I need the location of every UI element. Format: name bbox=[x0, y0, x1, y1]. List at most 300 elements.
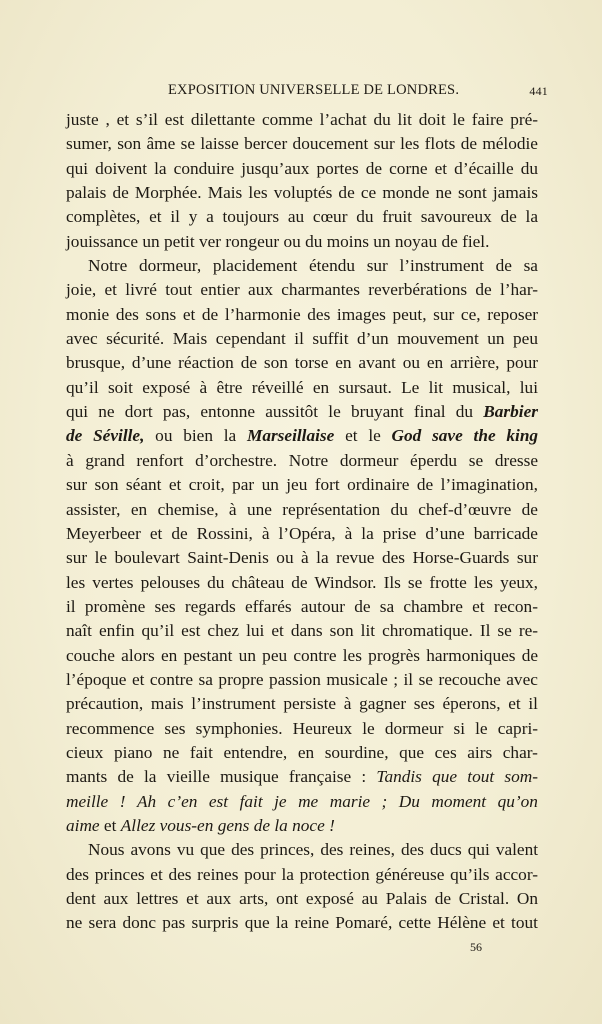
word: Cristal. bbox=[458, 889, 510, 908]
word: de bbox=[66, 426, 83, 446]
word: cette bbox=[398, 913, 432, 933]
word: sur bbox=[66, 548, 88, 568]
text-line bbox=[66, 571, 538, 595]
word: se bbox=[407, 572, 423, 592]
word: un bbox=[261, 475, 279, 495]
word: et bbox=[131, 669, 145, 689]
word: savoureux bbox=[420, 207, 492, 227]
word: Palais bbox=[385, 889, 427, 908]
word: charmantes bbox=[281, 280, 360, 300]
word: re- bbox=[518, 621, 539, 641]
word: contre bbox=[293, 645, 337, 665]
word: qui bbox=[66, 158, 89, 178]
word: complètes, bbox=[66, 207, 141, 227]
word: il bbox=[294, 329, 304, 349]
word: comme bbox=[261, 110, 313, 129]
word: bercer bbox=[244, 134, 288, 154]
word: mais bbox=[150, 694, 184, 714]
word: chromatique. bbox=[382, 621, 473, 641]
word: à bbox=[344, 523, 353, 543]
word: de bbox=[495, 256, 512, 276]
word: je bbox=[274, 791, 287, 811]
word: à bbox=[228, 499, 237, 519]
text-line bbox=[66, 838, 538, 862]
word: noce bbox=[292, 815, 325, 835]
word: est bbox=[164, 110, 184, 129]
word: l’harmonie bbox=[224, 304, 301, 324]
word: jouissance bbox=[66, 231, 138, 251]
word: Barbier bbox=[483, 402, 538, 422]
word: est bbox=[208, 791, 229, 811]
word: brusque, bbox=[66, 353, 126, 373]
word: de bbox=[240, 353, 257, 373]
word: son bbox=[263, 353, 288, 373]
word: chemise, bbox=[157, 499, 219, 519]
word: enfin bbox=[98, 621, 135, 641]
text-line bbox=[66, 449, 538, 473]
word: à bbox=[199, 377, 208, 397]
word: save bbox=[432, 426, 463, 446]
word: effarés bbox=[244, 596, 292, 616]
word: dormeur, bbox=[139, 256, 202, 276]
word: que bbox=[432, 767, 458, 787]
word: bien bbox=[183, 426, 213, 446]
word: une bbox=[246, 499, 272, 519]
word: du bbox=[207, 572, 225, 592]
word: barricade bbox=[473, 523, 538, 543]
text-line bbox=[66, 498, 538, 522]
word: des bbox=[400, 840, 425, 860]
word: Rossini, bbox=[196, 523, 253, 543]
word: séant bbox=[125, 475, 162, 495]
word: propre bbox=[218, 669, 264, 689]
word: des bbox=[231, 840, 255, 860]
word: Mais bbox=[172, 329, 208, 349]
word: pas bbox=[162, 913, 186, 933]
text-line bbox=[66, 351, 538, 375]
word: c’en bbox=[167, 791, 198, 811]
word: la bbox=[154, 158, 167, 178]
text-line bbox=[66, 717, 538, 741]
word: ne bbox=[66, 913, 83, 933]
word: placidement bbox=[212, 256, 298, 276]
word: sursaut. bbox=[338, 377, 392, 397]
word: croit, bbox=[188, 475, 225, 495]
word: dresse bbox=[494, 450, 539, 470]
word: petit bbox=[163, 231, 195, 251]
word: alors bbox=[121, 645, 155, 665]
word: assister, bbox=[66, 499, 121, 519]
word: avec bbox=[506, 669, 538, 689]
word: revue bbox=[336, 548, 375, 568]
word: sur bbox=[433, 304, 455, 324]
word: la bbox=[274, 815, 288, 835]
body-text bbox=[66, 108, 538, 936]
word: qui bbox=[467, 840, 490, 860]
word: cieux bbox=[66, 742, 104, 762]
word: du bbox=[305, 231, 323, 251]
text-line bbox=[66, 205, 538, 229]
word: qu’il bbox=[66, 377, 99, 397]
word: l’har- bbox=[499, 280, 538, 300]
word: être bbox=[216, 377, 243, 397]
word: regards bbox=[184, 596, 236, 616]
text-line bbox=[66, 278, 538, 302]
word: représentation bbox=[282, 499, 381, 519]
word: Séville, bbox=[93, 426, 145, 446]
word: entendre, bbox=[223, 742, 288, 762]
word: par bbox=[232, 475, 255, 495]
word: the bbox=[473, 426, 496, 446]
word: d’un bbox=[357, 329, 389, 349]
word: sur bbox=[366, 256, 388, 276]
word: le bbox=[475, 718, 488, 738]
word: ver bbox=[198, 231, 222, 251]
word: du bbox=[373, 110, 391, 129]
word: entier bbox=[200, 280, 240, 300]
word: God bbox=[391, 426, 422, 446]
text-line bbox=[66, 303, 538, 327]
word: suffit bbox=[312, 329, 349, 349]
word: un bbox=[238, 645, 256, 665]
word: musicale bbox=[326, 669, 388, 689]
word: et bbox=[182, 304, 196, 324]
word: qui bbox=[66, 402, 89, 422]
word: de bbox=[365, 158, 383, 178]
word: des bbox=[115, 304, 139, 324]
word: reines, bbox=[349, 840, 395, 860]
word: contre bbox=[149, 669, 194, 689]
word: voluptés bbox=[273, 183, 333, 203]
word: des bbox=[307, 304, 331, 324]
word: portes bbox=[316, 158, 359, 178]
word: de bbox=[171, 523, 188, 543]
text-line bbox=[66, 887, 538, 911]
word: et bbox=[149, 523, 163, 543]
word: Ils bbox=[383, 572, 401, 592]
word: d’écaille bbox=[454, 158, 514, 178]
word: Allez bbox=[120, 815, 156, 835]
word: du bbox=[520, 158, 539, 178]
word: sera bbox=[88, 913, 117, 933]
word: de bbox=[475, 280, 492, 300]
word: la bbox=[525, 207, 538, 227]
word: flots bbox=[424, 134, 456, 154]
word: Il bbox=[479, 621, 491, 641]
word: la bbox=[316, 548, 329, 568]
word: vieille bbox=[166, 767, 210, 787]
word: grand bbox=[85, 450, 125, 470]
word: Pomaré, bbox=[335, 913, 393, 933]
word: éperons, bbox=[442, 694, 501, 714]
word: et bbox=[345, 426, 358, 446]
word: et bbox=[271, 621, 284, 641]
word: la bbox=[281, 864, 294, 884]
word: du bbox=[356, 207, 374, 227]
word: du bbox=[455, 402, 474, 422]
text-line bbox=[66, 230, 538, 254]
word: prise bbox=[382, 523, 417, 543]
word: jeu bbox=[286, 475, 308, 495]
word: airs bbox=[467, 742, 493, 762]
word: dort bbox=[124, 402, 153, 422]
word: lui bbox=[246, 621, 265, 641]
text-line bbox=[66, 522, 538, 546]
word: et bbox=[472, 596, 485, 616]
word: réaction bbox=[178, 353, 234, 373]
word: fait bbox=[189, 742, 213, 762]
word: final bbox=[413, 402, 446, 422]
word: Saint-Denis bbox=[187, 548, 269, 568]
word: sécurité. bbox=[106, 329, 165, 349]
word: meille bbox=[66, 791, 109, 811]
word: char- bbox=[502, 742, 538, 762]
word: au bbox=[361, 889, 378, 908]
word: aux bbox=[248, 280, 273, 300]
word: moment bbox=[431, 791, 487, 811]
word: jusqu’aux bbox=[241, 158, 310, 178]
word: monde bbox=[382, 183, 430, 203]
text-line bbox=[66, 424, 538, 448]
text-line bbox=[66, 181, 538, 205]
text-line bbox=[66, 765, 538, 789]
word: du bbox=[390, 499, 408, 519]
word: l’imagination, bbox=[440, 475, 538, 495]
word: à bbox=[66, 450, 74, 470]
word: de bbox=[434, 889, 452, 908]
word: palais bbox=[66, 183, 107, 203]
word: valent bbox=[495, 840, 539, 860]
word: âme bbox=[146, 134, 176, 154]
word: éperdu bbox=[410, 450, 458, 470]
word: rongeur bbox=[225, 231, 280, 251]
word: Notre bbox=[88, 256, 128, 276]
text-line bbox=[66, 546, 538, 570]
word: ou bbox=[283, 231, 301, 251]
text-line bbox=[66, 254, 538, 278]
word: se bbox=[180, 134, 196, 154]
word: en bbox=[297, 742, 315, 762]
word: images bbox=[336, 304, 386, 324]
word: juste bbox=[66, 110, 99, 129]
word: lui bbox=[519, 377, 538, 397]
word: à bbox=[343, 694, 352, 714]
word: ces bbox=[434, 742, 457, 762]
word: conduire bbox=[173, 158, 235, 178]
word: avons bbox=[130, 840, 171, 860]
word: à bbox=[301, 548, 309, 568]
word: doivent bbox=[95, 158, 148, 178]
word: boulevart bbox=[114, 548, 180, 568]
word: gagner bbox=[359, 694, 407, 714]
word: faire bbox=[471, 110, 504, 129]
text-line bbox=[66, 863, 538, 887]
word: et bbox=[434, 158, 448, 178]
word: renfort bbox=[136, 450, 184, 470]
word: et bbox=[116, 110, 130, 129]
word: et bbox=[168, 475, 182, 495]
word: me bbox=[298, 791, 319, 811]
word: mélodie bbox=[482, 134, 538, 154]
word: un bbox=[487, 329, 505, 349]
word: , bbox=[105, 110, 110, 129]
text-line bbox=[66, 157, 538, 181]
word: Morphée. bbox=[134, 183, 202, 203]
word: et bbox=[508, 694, 521, 714]
word: peu bbox=[513, 329, 538, 349]
word: ou bbox=[155, 426, 173, 446]
word: en bbox=[335, 353, 352, 373]
word: mants bbox=[66, 767, 108, 787]
running-header bbox=[168, 82, 548, 104]
word: ou bbox=[402, 353, 421, 373]
word: avant bbox=[358, 353, 396, 373]
word: de bbox=[521, 499, 538, 519]
word: harmoniques bbox=[426, 645, 516, 665]
word: de bbox=[117, 767, 134, 787]
word: autour bbox=[300, 596, 346, 616]
word: aime bbox=[66, 815, 100, 835]
word: frotte bbox=[429, 572, 467, 592]
word: de bbox=[460, 134, 477, 154]
word: pour bbox=[506, 353, 539, 373]
word: recouche bbox=[438, 669, 501, 689]
word: moins bbox=[326, 231, 369, 251]
word: la bbox=[361, 523, 374, 543]
word: et bbox=[150, 864, 163, 884]
word: king bbox=[506, 426, 539, 446]
word: un bbox=[373, 231, 391, 251]
word: les bbox=[248, 183, 268, 203]
word: y bbox=[188, 207, 198, 227]
word: ne bbox=[98, 402, 115, 422]
word: de bbox=[338, 183, 355, 203]
word: l’instrument bbox=[399, 256, 484, 276]
word: qu’ils bbox=[450, 864, 490, 884]
word: livré bbox=[125, 280, 157, 300]
word: Meyerbeer bbox=[66, 523, 141, 543]
word: surpris bbox=[191, 913, 239, 933]
page-number: 441 bbox=[529, 84, 548, 98]
word: de bbox=[521, 645, 539, 665]
word: sur bbox=[66, 475, 88, 495]
word: reverbérations bbox=[368, 280, 468, 300]
word: le bbox=[368, 426, 381, 446]
word: il bbox=[170, 207, 180, 227]
word: au bbox=[287, 207, 305, 227]
word: entonne bbox=[200, 402, 256, 422]
word: peu bbox=[262, 645, 288, 665]
word: de bbox=[441, 231, 458, 251]
word: la bbox=[223, 426, 237, 446]
word: reine bbox=[294, 913, 330, 933]
word: si bbox=[453, 718, 466, 738]
word: en bbox=[130, 499, 148, 519]
word: il bbox=[403, 669, 414, 689]
word: reines bbox=[197, 864, 239, 884]
text-line bbox=[66, 644, 538, 668]
word: française bbox=[288, 767, 352, 787]
word: sur bbox=[373, 134, 395, 154]
word: de bbox=[500, 207, 517, 227]
word: recommence bbox=[66, 718, 155, 738]
word: le bbox=[328, 402, 341, 422]
word: ce bbox=[360, 183, 377, 203]
word: ne bbox=[435, 183, 452, 203]
word: pestant bbox=[183, 645, 233, 665]
word: vertes bbox=[92, 572, 134, 592]
text-line bbox=[66, 668, 538, 692]
word: l’époque bbox=[66, 669, 127, 689]
word: lit bbox=[428, 377, 444, 397]
word: le bbox=[452, 110, 465, 129]
text-line bbox=[66, 473, 538, 497]
word: se bbox=[497, 621, 512, 641]
word: laisse bbox=[200, 134, 239, 154]
word: jamais bbox=[492, 183, 538, 203]
word: pelouses bbox=[140, 572, 201, 592]
word: ses bbox=[413, 694, 435, 714]
word: persiste bbox=[283, 694, 337, 714]
word: la bbox=[275, 913, 289, 933]
word: qu’il bbox=[141, 621, 175, 641]
text-line bbox=[66, 692, 538, 716]
word: un bbox=[142, 231, 160, 251]
word: son bbox=[329, 621, 354, 641]
word: promène bbox=[84, 596, 146, 616]
word: l’achat bbox=[319, 110, 367, 129]
word: lit bbox=[397, 110, 412, 129]
word: soit bbox=[107, 377, 133, 397]
word: et bbox=[104, 280, 117, 300]
word: étendu bbox=[308, 256, 356, 276]
text-line bbox=[66, 911, 538, 935]
word: Notre bbox=[288, 450, 329, 470]
word: s’il bbox=[135, 110, 158, 129]
word: princes bbox=[94, 864, 145, 884]
word: chambre bbox=[403, 596, 463, 616]
word: sons bbox=[145, 304, 177, 324]
word: sont bbox=[457, 183, 487, 203]
word: donc bbox=[122, 913, 157, 933]
word: sur bbox=[516, 548, 538, 568]
word: son bbox=[94, 475, 119, 495]
text-line bbox=[66, 619, 538, 643]
word: généreuse bbox=[375, 864, 445, 884]
word: Tandis bbox=[376, 767, 422, 787]
word: passion bbox=[269, 669, 321, 689]
word: de bbox=[354, 596, 371, 616]
word: avec bbox=[66, 329, 98, 349]
word: capri- bbox=[497, 718, 539, 738]
word: Ah bbox=[136, 791, 157, 811]
word: ce, bbox=[460, 304, 481, 324]
word: il bbox=[66, 596, 76, 616]
word: exposé bbox=[305, 889, 354, 908]
word: il bbox=[528, 694, 538, 714]
word: les bbox=[473, 572, 494, 592]
word: ducs bbox=[430, 840, 462, 860]
running-title: EXPOSITION UNIVERSELLE DE LONDRES. bbox=[168, 82, 460, 98]
text-line bbox=[66, 108, 538, 132]
word: et bbox=[186, 889, 199, 908]
word: yeux, bbox=[500, 572, 538, 592]
word: piano bbox=[114, 742, 153, 762]
word: doucement bbox=[292, 134, 369, 154]
text-line bbox=[66, 400, 538, 424]
word: torse bbox=[294, 353, 329, 373]
word: des bbox=[320, 840, 344, 860]
